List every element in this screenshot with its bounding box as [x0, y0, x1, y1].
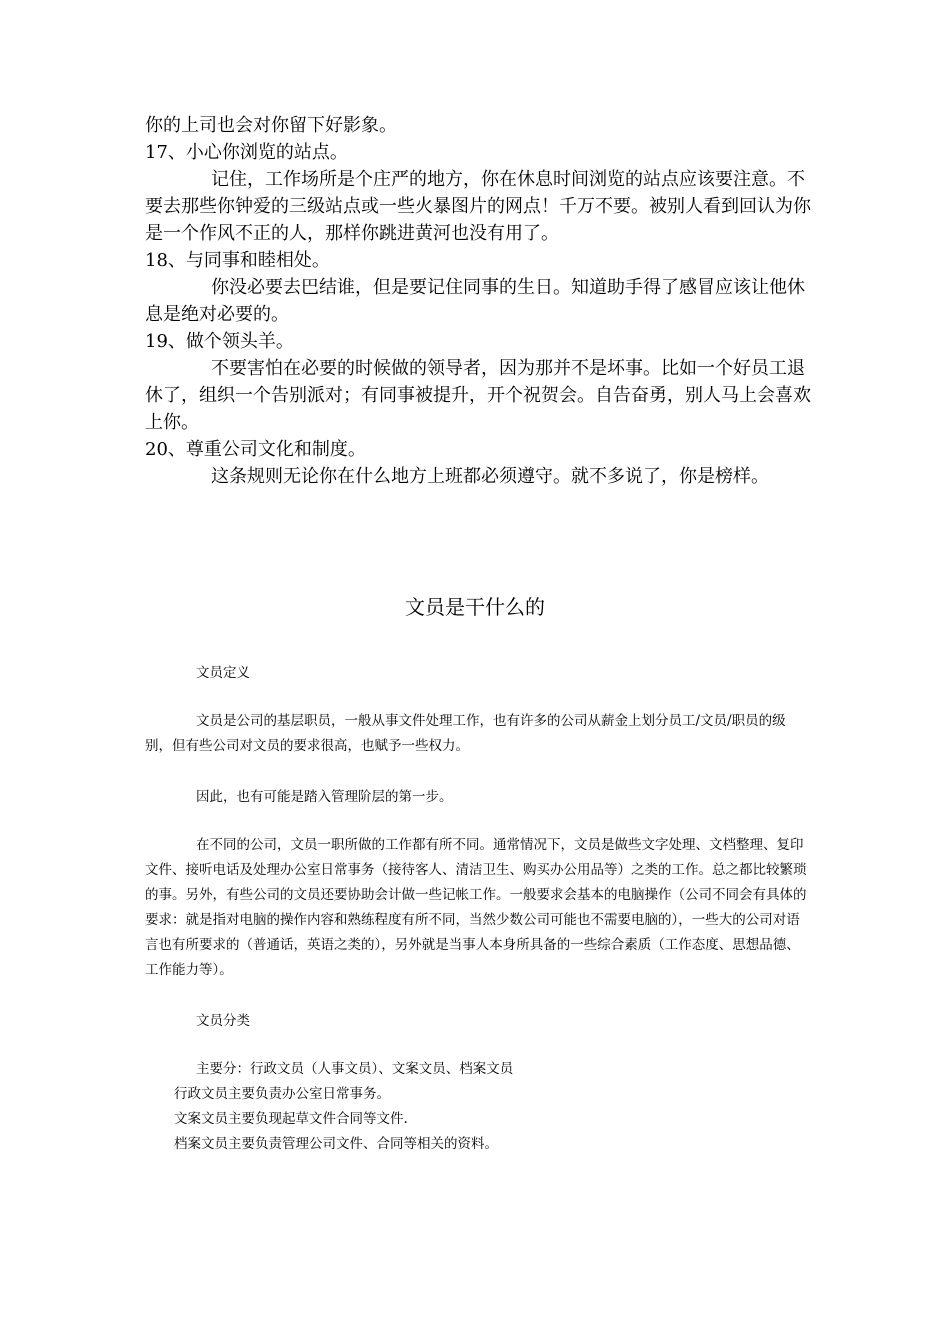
- paragraph-continuation: 你的上司也会对你留下好影象。: [145, 115, 397, 136]
- rules-section: [145, 112, 815, 490]
- rule-19-body: 不要害怕在必要的时候做的领导者，因为那并不是坏事。比如一个好员工退休了，组织一个告别派对；有同事被提升，开个祝贺会。自告奋勇，别人马上会喜欢上你。: [145, 358, 811, 433]
- rule-18-body: 你没必要去巴结谁，但是要记住同事的生日。知道助手得了感冒应该让他休息是绝对必要的。: [145, 277, 805, 325]
- copy-clerk-line: 文案文员主要负现起草文件合同等文件.: [174, 1111, 408, 1127]
- rule-20-heading: 20、尊重公司文化和制度。: [145, 439, 366, 460]
- duties-paragraph: 在不同的公司，文员一职所做的工作都有所不同。通常情况下，文员是做些文字处理、文档整理、复印文件、接听电话及处理办公室日常事务（接待客人、清洁卫生、购买办公用品等）之类的工作。总之都比较繁琐的事。另外，有些公司的文员还要协助会计做一些记帐工作。一般要求会基本的电脑操作（公司不同会有具体的要求：就是指对电脑的操作内容和熟练程度有所不同，当然少数公司可能也不需要电脑的），一些大的公司对语言也有所要求的（普通话，英语之类的），另外就是当事人本身所具备的一些综合素质（工作态度、思想品德、工作能力等）。: [145, 837, 807, 978]
- definition-paragraph: 文员是公司的基层职员，一般从事文件处理工作，也有许多的公司从薪金上划分员工/文员/职员的级别，但有些公司对文员的要求很高，也赋予一些权力。: [145, 713, 786, 754]
- admin-clerk-line: 行政文员主要负责办公室日常事务。: [174, 1086, 390, 1102]
- archive-clerk-line: 档案文员主要负责管理公司文件、合同等相关的资料。: [174, 1136, 498, 1152]
- section-heading-categories: 文员分类: [196, 1013, 250, 1029]
- main-types-line: 主要分：行政文员（人事文员）、文案文员、档案文员: [196, 1061, 514, 1077]
- step-paragraph: 因此，也有可能是踏入管理阶层的第一步。: [196, 789, 453, 805]
- rule-17-body: 记住，工作场所是个庄严的地方，你在休息时间浏览的站点应该要注意。不要去那些你钟爱的三级站点或一些火暴图片的网点！千万不要。被别人看到回认为你是一个作风不正的人，那样你跳进黄河也没有用了。: [145, 169, 811, 244]
- rule-20-body: 这条规则无论你在什么地方上班都必须遵守。就不多说了，你是榜样。: [211, 466, 769, 487]
- rule-17-heading: 17、小心你浏览的站点。: [145, 142, 348, 163]
- rule-19-heading: 19、做个领头羊。: [145, 331, 294, 352]
- rule-18-heading: 18、与同事和睦相处。: [145, 250, 330, 271]
- article-title: 文员是干什么的: [405, 595, 545, 619]
- section-heading-definition: 文员定义: [196, 665, 250, 681]
